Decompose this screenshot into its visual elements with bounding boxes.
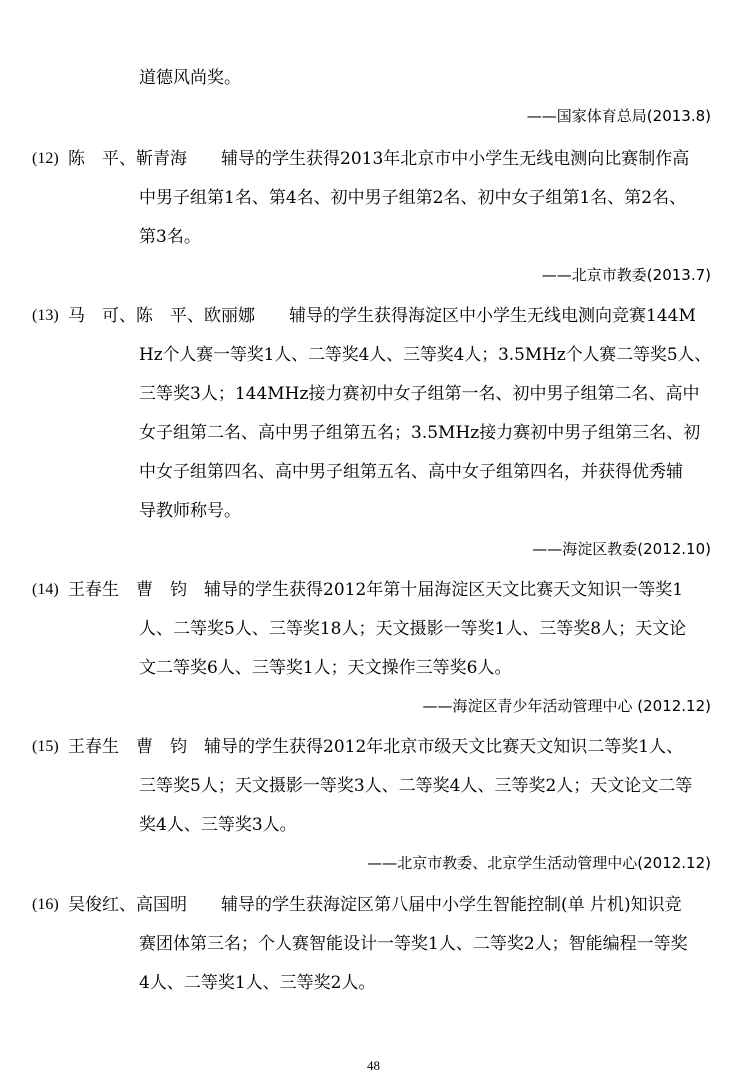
entry-line: 王春生 曹 钧 辅导的学生获得2012年第十届海淀区天文比赛天文知识一等奖1 bbox=[68, 580, 684, 600]
source-note: ——北京市教委(2013.7) bbox=[541, 266, 711, 284]
entry-line: 4人、二等奖1人、三等奖2人。 bbox=[139, 973, 376, 993]
entry-line: 中男子组第1名、第4名、初中男子组第2名、初中女子组第1名、第2名、 bbox=[139, 188, 687, 208]
page-number: 48 bbox=[367, 1058, 380, 1073]
entry-number: (13) bbox=[32, 307, 59, 324]
entry-line: 人、二等奖5人、三等奖18人；天文摄影一等奖1人、三等奖8人；天文论 bbox=[139, 619, 687, 639]
entry-line: Hz个人赛一等奖1人、二等奖4人、三等奖4人；3.5MHz个人赛二等奖5人、 bbox=[139, 345, 712, 365]
entry-line: 陈 平、靳青海 辅导的学生获得2013年北京市中小学生无线电测向比赛制作高 bbox=[68, 149, 690, 169]
entry-line: 三等奖3人；144MHz接力赛初中女子组第一名、初中男子组第二名、高中 bbox=[139, 384, 700, 404]
entry-line: 吴俊红、高国明 辅导的学生获海淀区第八届中小学生智能控制(单 片机)知识竞 bbox=[68, 895, 682, 915]
entry-line: 女子组第二名、高中男子组第五名；3.5MHz接力赛初中男子组第三名、初 bbox=[139, 423, 701, 443]
source-note: ——国家体育总局(2013.8) bbox=[526, 107, 711, 125]
entry-line: 三等奖5人；天文摄影一等奖3人、二等奖4人、三等奖2人；天文论文二等 bbox=[139, 776, 693, 796]
entry-line: 导教师称号。 bbox=[139, 501, 241, 521]
entry-number: (16) bbox=[32, 896, 59, 913]
entry-line: 第3名。 bbox=[139, 227, 201, 247]
entry-line: 赛团体第三名；个人赛智能设计一等奖1人、二等奖2人；智能编程一等奖 bbox=[139, 934, 688, 954]
source-note: ——海淀区教委(2012.10) bbox=[532, 540, 711, 558]
entry-line: 王春生 曹 钧 辅导的学生获得2012年北京市级天文比赛天文知识二等奖1人、 bbox=[68, 737, 684, 757]
entry-number: (14) bbox=[32, 581, 59, 598]
source-note: ——北京市教委、北京学生活动管理中心(2012.12) bbox=[367, 854, 711, 872]
source-note: ——海淀区青少年活动管理中心 (2012.12) bbox=[422, 697, 711, 715]
entry-line: 马 可、陈 平、欧丽娜 辅导的学生获得海淀区中小学生无线电测向竞赛144M bbox=[68, 306, 696, 326]
entry-number: (15) bbox=[32, 738, 59, 755]
entry-line: 文二等奖6人、三等奖1人；天文操作三等奖6人。 bbox=[139, 658, 512, 678]
entry-line: 中女子组第四名、高中男子组第五名、高中女子组第四名，并获得优秀辅 bbox=[139, 462, 683, 482]
entry-number: (12) bbox=[32, 150, 59, 167]
continued-text: 道德风尚奖。 bbox=[139, 68, 241, 88]
entry-line: 奖4人、三等奖3人。 bbox=[139, 815, 297, 835]
